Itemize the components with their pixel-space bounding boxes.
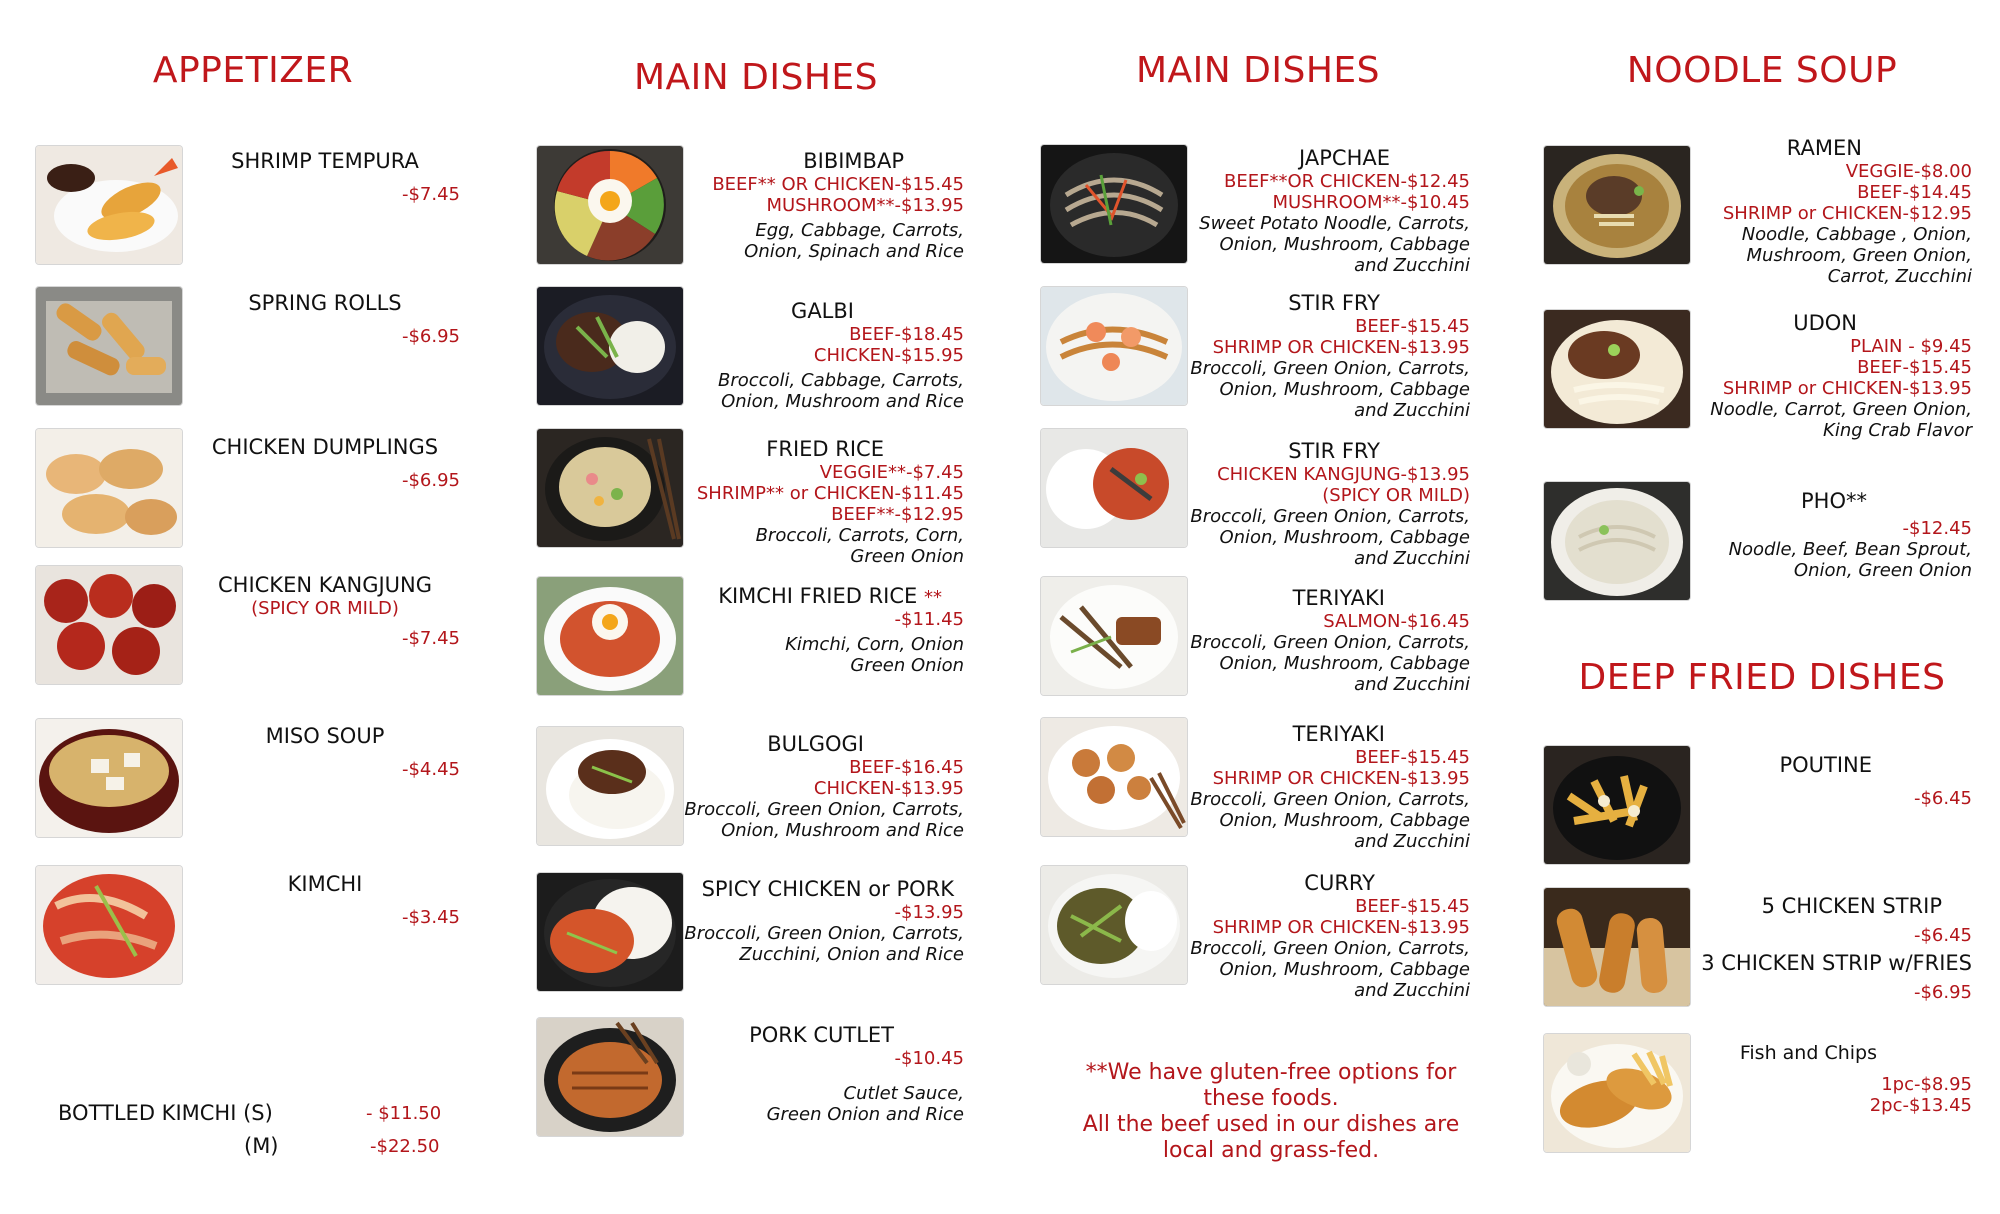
note-line: **We have gluten-free options for <box>1085 1060 1457 1085</box>
menu-item-curry <box>1160 870 1470 1001</box>
item-description: Onion, Mushroom, Cabbage <box>1219 379 1470 400</box>
item-price: -$7.45 <box>401 184 460 205</box>
item-description: Onion, Mushroom, Cabbage <box>1219 810 1470 831</box>
item-price: CHICKEN KANGJUNG-$13.95 <box>1217 464 1470 485</box>
item-price: SHRIMP or CHICKEN-$12.95 <box>1722 203 1972 224</box>
item-description: Egg, Cabbage, Carrots, <box>755 220 964 241</box>
menu-item-pho <box>1660 488 1972 581</box>
item-price: (SPICY OR MILD) <box>1322 485 1470 506</box>
noodle-soup-heading: NOODLE SOUP <box>1626 50 1898 91</box>
item-price: -$4.45 <box>401 759 460 780</box>
item-price: -$3.45 <box>401 907 460 928</box>
item-description: Onion, Mushroom and Rice <box>721 391 964 412</box>
menu-item-fried-rice <box>660 436 964 567</box>
item-description: and Zucchini <box>1354 831 1470 852</box>
item-description: Noodle, Carrot, Green Onion, <box>1710 399 1972 420</box>
item-name: BIBIMBAP <box>803 149 904 173</box>
chicken-kangjung-photo <box>36 566 182 684</box>
item-name: PORK CUTLET <box>749 1023 894 1047</box>
chicken-dumplings-photo <box>36 429 182 547</box>
menu-item-chicken-dumplings <box>200 434 450 460</box>
item-name: GALBI <box>791 299 854 323</box>
item-name: RAMEN <box>1786 136 1862 160</box>
item-name: TERIYAKI <box>1292 586 1385 610</box>
item-description: Carrot, Zucchini <box>1827 266 1972 287</box>
item-description: Broccoli, Green Onion, Carrots, <box>1190 789 1470 810</box>
item-price: SHRIMP OR CHICKEN-$13.95 <box>1212 337 1470 358</box>
item-description: Green Onion and Rice <box>766 1104 964 1125</box>
item-price: -$6.95 <box>1913 982 1972 1003</box>
item-description: Broccoli, Green Onion, Carrots, <box>1190 938 1470 959</box>
item-price: -$13.95 <box>894 902 964 923</box>
menu-item-teriyaki-2 <box>1160 721 1470 852</box>
item-description: Cutlet Sauce, <box>843 1083 964 1104</box>
item-price: SHRIMP OR CHICKEN-$13.95 <box>1212 917 1470 938</box>
item-description: Sweet Potato Noodle, Carrots, <box>1199 213 1470 234</box>
menu-item-bottled-kimchi <box>58 1100 273 1126</box>
item-description: and Zucchini <box>1354 400 1470 421</box>
miso-soup-photo <box>36 719 182 837</box>
price-bottled-kimchi-m <box>370 1136 439 1157</box>
item-size: (M) <box>244 1134 279 1158</box>
item-price: -$6.95 <box>401 470 460 491</box>
item-price: BEEF**-$12.95 <box>831 504 964 525</box>
menu-item-bulgogi <box>660 731 964 841</box>
menu-item-miso-soup <box>200 723 450 749</box>
bottled-kimchi-size-m <box>244 1133 279 1159</box>
item-description: Broccoli, Carrots, Corn, <box>755 525 964 546</box>
item-price: - $11.50 <box>366 1103 442 1124</box>
item-price: CHICKEN-$13.95 <box>813 778 964 799</box>
item-name: SPRING ROLLS <box>248 291 402 315</box>
item-description: Onion, Spinach and Rice <box>744 241 964 262</box>
menu-item-ramen <box>1660 135 1972 287</box>
item-price: BEEF**OR CHICKEN-$12.45 <box>1224 171 1470 192</box>
menu-item-kimchi <box>200 871 450 897</box>
item-description: Kimchi, Corn, Onion <box>785 634 964 655</box>
menu-item-chicken-kangjung <box>200 572 450 619</box>
item-description: Broccoli, Green Onion, Carrots, <box>1190 506 1470 527</box>
price-kimchi <box>330 907 460 928</box>
menu-item-teriyaki-1 <box>1160 585 1470 695</box>
item-name <box>660 583 964 609</box>
item-name: STIR FRY <box>1288 291 1380 315</box>
item-price: BEEF-$14.45 <box>1857 182 1972 203</box>
item-price: MUSHROOM**-$10.45 <box>1272 192 1470 213</box>
price-bottled-kimchi-s <box>366 1103 441 1124</box>
item-price: VEGGIE**-$7.45 <box>819 462 964 483</box>
item-name: CURRY <box>1304 871 1375 895</box>
item-name: BULGOGI <box>767 732 864 756</box>
item-price: VEGGIE-$8.00 <box>1845 161 1972 182</box>
item-price: SHRIMP** or CHICKEN-$11.45 <box>696 483 964 504</box>
item-description: King Crab Flavor <box>1823 420 1972 441</box>
item-name: JAPCHAE <box>1299 146 1390 170</box>
item-price: -$12.45 <box>1902 518 1972 539</box>
item-price: BEEF-$18.45 <box>849 324 964 345</box>
item-description: Green Onion <box>850 546 964 567</box>
item-description: Broccoli, Green Onion, Carrots, <box>1190 632 1470 653</box>
item-description: Onion, Mushroom and Rice <box>721 820 964 841</box>
item-price: -$6.45 <box>1913 788 1972 809</box>
item-price: 2pc-$13.45 <box>1869 1095 1972 1116</box>
item-description: Broccoli, Green Onion, Carrots, <box>684 799 964 820</box>
kimchi-photo <box>36 866 182 984</box>
menu-item-spicy-chicken-pork <box>660 876 964 965</box>
price-spring-rolls <box>330 326 460 347</box>
item-description: and Zucchini <box>1354 548 1470 569</box>
item-description: Mushroom, Green Onion, <box>1746 245 1972 266</box>
item-price: BEEF-$16.45 <box>849 757 964 778</box>
item-description: and Zucchini <box>1354 980 1470 1001</box>
item-price: SALMON-$16.45 <box>1323 611 1470 632</box>
item-price: BEEF-$15.45 <box>1857 357 1972 378</box>
item-price: CHICKEN-$15.95 <box>813 345 964 366</box>
item-name-2: 3 CHICKEN STRIP w/FRIES <box>1701 951 1972 975</box>
item-price: -$11.45 <box>894 609 964 630</box>
menu-item-stir-fry-1 <box>1160 290 1470 421</box>
menu-item-pork-cutlet <box>660 1022 964 1125</box>
item-price: -$22.50 <box>370 1136 440 1157</box>
menu-item-spring-rolls <box>200 290 450 316</box>
item-price: MUSHROOM**-$13.95 <box>766 195 964 216</box>
item-description: and Zucchini <box>1354 674 1470 695</box>
item-name: STIR FRY <box>1288 439 1380 463</box>
item-price: SHRIMP or CHICKEN-$13.95 <box>1722 378 1972 399</box>
item-price: BEEF-$15.45 <box>1355 316 1470 337</box>
menu-item-chicken-strip <box>1660 893 1972 1003</box>
item-price: BEEF-$15.45 <box>1355 896 1470 917</box>
item-name: SHRIMP TEMPURA <box>231 149 419 173</box>
item-price: BEEF-$15.45 <box>1355 747 1470 768</box>
item-description: Onion, Mushroom, Cabbage <box>1219 234 1470 255</box>
menu-item-poutine <box>1660 752 1972 809</box>
item-description: Noodle, Beef, Bean Sprout, <box>1728 539 1972 560</box>
note-line: these foods. <box>1203 1086 1339 1111</box>
price-miso-soup <box>330 759 460 780</box>
item-price: -$10.45 <box>894 1048 964 1069</box>
item-price: -$6.95 <box>401 326 460 347</box>
item-name: CHICKEN DUMPLINGS <box>211 435 439 459</box>
item-description: Onion, Green Onion <box>1793 560 1972 581</box>
note-line: All the beef used in our dishes are <box>1082 1112 1460 1137</box>
gluten-free-mark: ** <box>924 587 942 608</box>
gluten-free-note <box>1081 1060 1461 1164</box>
note-line: local and grass-fed. <box>1162 1138 1380 1163</box>
main-dishes-heading-2: MAIN DISHES <box>1135 50 1381 91</box>
item-price: SHRIMP OR CHICKEN-$13.95 <box>1212 768 1470 789</box>
menu-item-japchae <box>1160 145 1470 276</box>
item-name: UDON <box>1793 311 1857 335</box>
item-name: BOTTLED KIMCHI (S) <box>58 1101 273 1125</box>
item-description: Zucchini, Onion and Rice <box>739 944 964 965</box>
item-name: MISO SOUP <box>265 724 385 748</box>
item-price: PLAIN - $9.45 <box>1850 336 1972 357</box>
item-name: 5 CHICKEN STRIP <box>1761 894 1942 918</box>
spring-rolls-photo <box>36 287 182 405</box>
item-description: Broccoli, Green Onion, Carrots, <box>1190 358 1470 379</box>
menu-item-bibimbap <box>660 148 964 262</box>
item-spice-note: (SPICY OR MILD) <box>251 598 399 619</box>
item-description: Onion, Mushroom, Cabbage <box>1219 959 1470 980</box>
item-description: Broccoli, Green Onion, Carrots, <box>684 923 964 944</box>
menu-item-fish-and-chips <box>1660 1040 1972 1116</box>
item-price: -$6.45 <box>1913 925 1972 946</box>
price-shrimp-tempura <box>330 184 460 205</box>
shrimp-tempura-photo <box>36 146 182 264</box>
item-name: PHO** <box>1801 489 1867 513</box>
item-name-text: KIMCHI FRIED RICE <box>718 584 918 608</box>
item-description: Onion, Mushroom, Cabbage <box>1219 653 1470 674</box>
menu-item-stir-fry-2 <box>1160 438 1470 569</box>
item-price: BEEF** OR CHICKEN-$15.45 <box>712 174 964 195</box>
deep-fried-heading: DEEP FRIED DISHES <box>1578 657 1946 698</box>
price-chicken-dumplings <box>330 470 460 491</box>
menu-item-kimchi-fried-rice <box>660 583 964 676</box>
price-chicken-kangjung <box>330 628 460 649</box>
item-price: -$7.45 <box>401 628 460 649</box>
item-name: TERIYAKI <box>1292 722 1385 746</box>
item-description: Onion, Mushroom, Cabbage <box>1219 527 1470 548</box>
menu-item-galbi <box>660 298 964 412</box>
menu-item-udon <box>1660 310 1972 441</box>
appetizer-heading: APPETIZER <box>152 50 354 91</box>
item-name: Fish and Chips <box>1739 1042 1877 1064</box>
item-description: and Zucchini <box>1354 255 1470 276</box>
item-description: Noodle, Cabbage , Onion, <box>1741 224 1972 245</box>
item-name: FRIED RICE <box>766 437 884 461</box>
item-name: SPICY CHICKEN or PORK <box>701 877 954 901</box>
item-name: POUTINE <box>1779 753 1872 777</box>
item-description: Green Onion <box>850 655 964 676</box>
item-name: CHICKEN KANGJUNG <box>217 573 433 597</box>
menu-item-shrimp-tempura <box>200 148 450 174</box>
item-name: KIMCHI <box>287 872 363 896</box>
item-description: Broccoli, Cabbage, Carrots, <box>717 370 964 391</box>
item-price: 1pc-$8.95 <box>1881 1074 1972 1095</box>
main-dishes-heading: MAIN DISHES <box>633 57 879 98</box>
